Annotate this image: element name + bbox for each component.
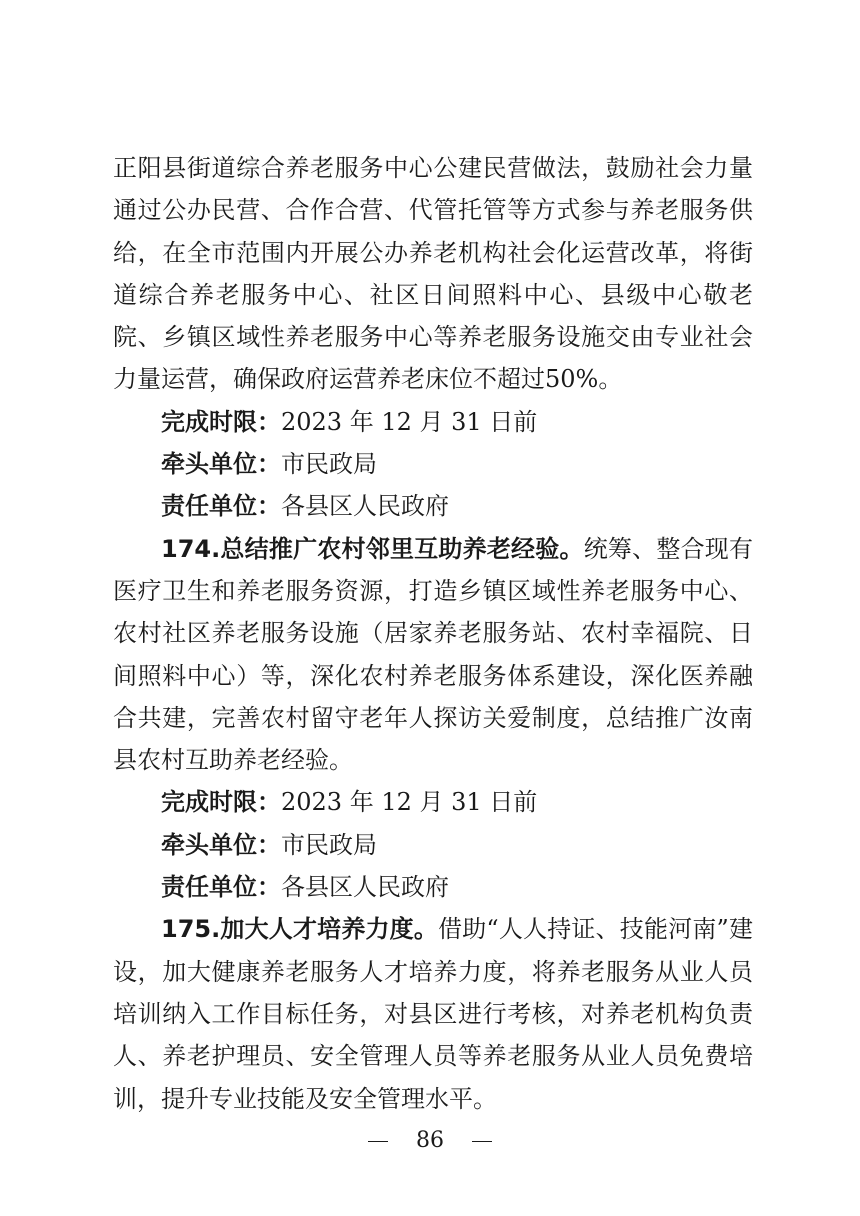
responsible-unit-line [113, 485, 753, 527]
paragraph-text: 正阳县街道综合养老服务中心公建民营做法，鼓励社会力量通过公办民营、合作合营、代管托管等方式参与养老服务供给，在全市范围内开展公办养老机构社会化运营改革，将街道综合养老服务中心、社区日间照料中心、县级中心敬老院、乡镇区域性养老服务中心等养老服务设施交由专业社会力量运营，确保政府运营养老床位不超过50%。 [113, 154, 753, 394]
deadline-line [113, 781, 753, 823]
deadline-label: 完成时限： [161, 788, 281, 817]
footer-dash-left [368, 1141, 388, 1142]
responsible-unit-label: 责任单位： [161, 492, 281, 521]
deadline-value: 2023 年 12 月 31 日前 [281, 788, 538, 817]
item-175-paragraph [113, 908, 753, 1119]
lead-unit-value: 市民政局 [281, 450, 377, 479]
deadline-line [113, 401, 753, 443]
item-175-text: 借助“人人持证、技能河南”建设，加大健康养老服务人才培养力度，将养老服务从业人员培训纳入工作目标任务，对县区进行考核，对养老机构负责人、养老护理员、安全管理人员等养老服务从业人员免费培训，提升专业技能及安全管理水平。 [113, 915, 753, 1113]
lead-unit-value: 市民政局 [281, 830, 377, 859]
responsible-unit-value: 各县区人民政府 [281, 873, 449, 902]
deadline-label: 完成时限： [161, 407, 281, 436]
lead-unit-line [113, 824, 753, 866]
responsible-unit-label: 责任单位： [161, 873, 281, 902]
lead-unit-line [113, 443, 753, 485]
responsible-unit-line [113, 866, 753, 908]
page-footer [0, 1128, 860, 1153]
responsible-unit-value: 各县区人民政府 [281, 492, 449, 521]
footer-dash-right [472, 1141, 492, 1142]
item-174-heading: 174.总结推广农村邻里互助养老经验。 [161, 534, 584, 563]
deadline-value: 2023 年 12 月 31 日前 [281, 407, 538, 436]
lead-unit-label: 牵头单位： [161, 450, 281, 479]
page-number: 86 [416, 1128, 444, 1153]
lead-unit-label: 牵头单位： [161, 830, 281, 859]
item-174-text: 统筹、整合现有医疗卫生和养老服务资源，打造乡镇区域性养老服务中心、农村社区养老服务设施（居家养老服务站、农村幸福院、日间照料中心）等，深化农村养老服务体系建设，深化医养融合共建，完善农村留守老年人探访关爱制度，总结推广汝南县农村互助养老经验。 [113, 534, 754, 775]
item-175-heading: 175.加大人才培养力度。 [161, 915, 439, 944]
item-174-paragraph [113, 528, 753, 782]
body-text [113, 147, 753, 1120]
paragraph-continuation [113, 147, 753, 401]
